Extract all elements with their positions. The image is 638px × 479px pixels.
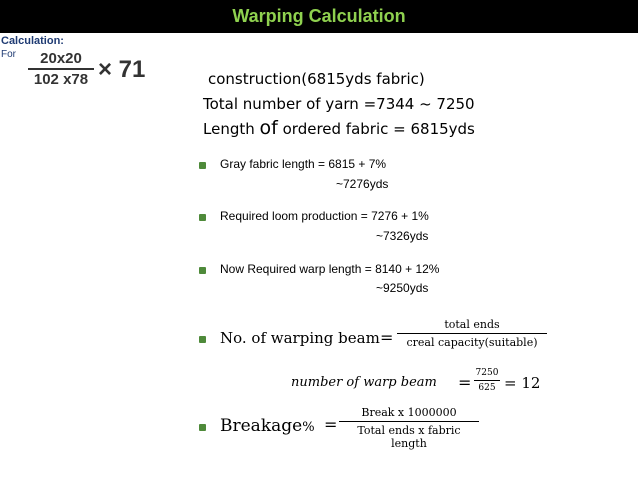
length-of: of — [259, 117, 278, 139]
breakage-numerator: Break x 1000000 — [339, 406, 479, 422]
yarn-line: Total number of yarn =7344 ~ 7250 — [203, 95, 475, 113]
count-fraction — [28, 50, 94, 88]
page-title: Warping Calculation — [232, 6, 406, 26]
number-of-warp-beam-result: = 12 — [504, 374, 541, 392]
warping-beam-denominator: creal capacity(suitable) — [406, 336, 538, 349]
breakage-fraction — [339, 406, 479, 450]
number-of-warp-beam-numerator: 7250 — [474, 368, 500, 381]
length-text-b: ordered fabric = 6815yds — [277, 120, 475, 138]
bullet-sub: ~7326yds — [376, 229, 429, 243]
bullet-text: Gray fabric length = 6815 + 7% — [220, 157, 387, 171]
bullet-sub: ~7276yds — [336, 177, 389, 191]
length-line — [203, 117, 475, 139]
number-of-warp-beam-equals: = — [458, 373, 472, 392]
bullet-marker — [199, 424, 206, 431]
warping-beam-label: No. of warping beam — [220, 329, 380, 347]
breakage-percent: % — [302, 420, 315, 435]
count-denominator: 102 x78 — [33, 71, 89, 88]
number-of-warp-beam-fraction — [474, 368, 500, 393]
bullet-text: Required loom production = 7276 + 1% — [220, 209, 429, 223]
warping-beam-numerator: total ends — [397, 318, 547, 334]
number-of-warp-beam-denominator: 625 — [478, 383, 496, 393]
for-label: For — [1, 49, 16, 60]
bullet-marker — [199, 162, 206, 169]
length-text-a: Length — [203, 120, 260, 138]
bullet-marker — [199, 336, 206, 343]
warping-beam-equals: = — [380, 328, 394, 347]
bullet-text: Now Required warp length = 8140 + 12% — [220, 262, 440, 276]
breakage-equals: = — [324, 415, 338, 434]
breakage-text: Breakage — [220, 416, 303, 436]
count-multiplier: × 71 — [98, 56, 146, 83]
breakage-label — [220, 416, 315, 436]
breakage-denominator: Total ends x fabric length — [357, 424, 461, 450]
construction-line: construction(6815yds fabric) — [208, 70, 425, 88]
count-numerator: 20x20 — [28, 50, 94, 70]
bullet-marker — [199, 214, 206, 221]
calculation-label: Calculation: — [1, 35, 64, 47]
number-of-warp-beam-label: number of warp beam — [291, 375, 437, 390]
warping-beam-fraction — [397, 318, 547, 349]
bullet-marker — [199, 267, 206, 274]
bullet-sub: ~9250yds — [376, 281, 429, 295]
